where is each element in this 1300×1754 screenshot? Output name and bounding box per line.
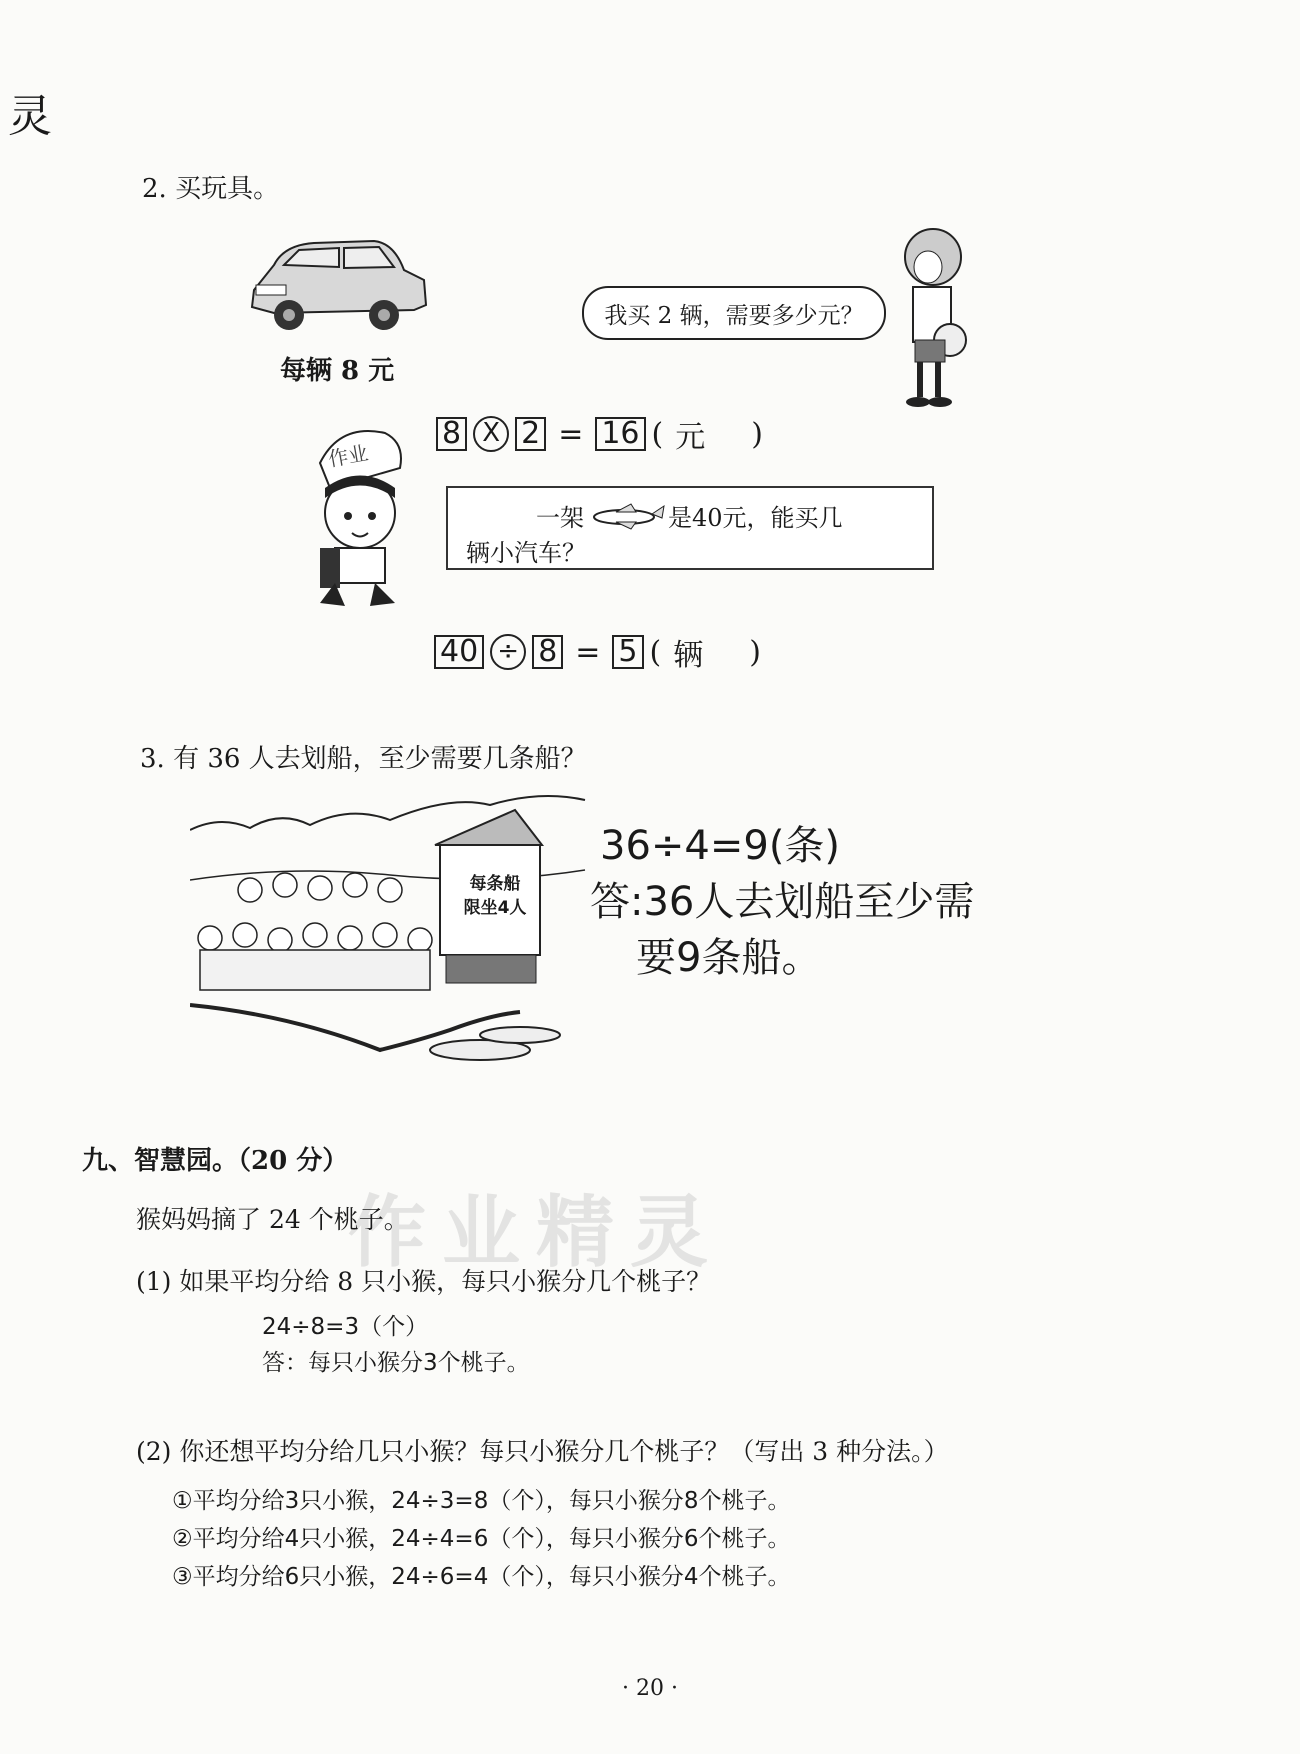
section-9-title: 九、智慧园。（20 分） (82, 1146, 349, 1176)
section-9-answer-1: ①平均分给3只小猴，24÷3=8（个），每只小猴分8个桃子。 (172, 1488, 791, 1514)
watermark: 作业精灵 (348, 1187, 725, 1278)
eq2-unit: 辆 (673, 638, 704, 673)
eq2-unit-open: ( (649, 634, 662, 670)
corner-mark: 灵 (8, 91, 52, 142)
section-9-intro: 猴妈妈摘了 24 个桃子。 (136, 1205, 409, 1234)
equation-1 (436, 412, 763, 456)
q3-answer-line3: 要9条船。 (636, 935, 822, 981)
eq2-result: 5 (612, 635, 643, 669)
girl-speech-line1: 一架 (536, 504, 584, 532)
airplane-icon (586, 502, 666, 530)
question-3-title: 3. 有 36 人去划船，至少需要几条船？ (140, 744, 587, 774)
car-price-caption: 每辆 8 元 (280, 356, 395, 386)
section-9-answer-2: ②平均分给4只小猴，24÷4=6（个），每只小猴分6个桃子。 (172, 1526, 791, 1552)
q3-answer-line1: 36÷4=9(条) (600, 823, 841, 869)
boat-sign-line1: 每条船 (469, 874, 521, 894)
toy-car-illustration (244, 235, 434, 340)
eq1-result: 16 (595, 417, 645, 451)
eq1-operator: X (473, 416, 509, 452)
question-2-title: 2. 买玩具。 (142, 174, 280, 204)
page-number: · 20 · (622, 1676, 678, 1701)
eq2-operand-b: 8 (532, 635, 563, 669)
section-9-question-2: (2) 你还想平均分给几只小猴？每只小猴分几个桃子？（写出 3 种分法。） (136, 1437, 949, 1466)
equation-2 (434, 630, 761, 674)
girl-cap-text: 作业 (326, 440, 371, 472)
eq2-unit-close: ) (749, 634, 761, 670)
eq2-operand-a: 40 (434, 635, 484, 669)
boy-speech-text: 我买 2 辆，需要多少元？ (604, 302, 864, 329)
q3-answer-line2: 答:36人去划船至少需 (590, 879, 975, 925)
girl-speech-line2: 辆小汽车？ (466, 539, 586, 567)
eq1-operand-a: 8 (436, 417, 467, 451)
boat-sign (460, 872, 530, 920)
q3-handwritten-answer (590, 818, 975, 986)
boy-speech-bubble (582, 286, 886, 340)
section-9-q1-answer: 答：每只小猴分3个桃子。 (262, 1350, 530, 1376)
section-9-q1-calc: 24÷8=3（个） (262, 1314, 429, 1340)
eq1-unit: 元 (675, 420, 706, 455)
boy-illustration (888, 222, 968, 410)
eq1-operand-b: 2 (515, 417, 546, 451)
eq1-equals: = (558, 416, 584, 452)
girl-speech-box (446, 486, 934, 570)
eq2-operator: ÷ (490, 634, 526, 670)
eq1-unit-close: ) (751, 416, 763, 452)
section-9-question-1: (1) 如果平均分给 8 只小猴，每只小猴分几个桃子？ (136, 1267, 712, 1296)
eq1-unit-open: ( (651, 416, 664, 452)
boat-sign-line2: 限坐4人 (463, 898, 527, 918)
eq2-equals: = (575, 634, 601, 670)
boating-scene-illustration (190, 790, 590, 1085)
girl-speech-line1b: 是40元，能买几 (668, 504, 843, 532)
section-9-answer-3: ③平均分给6只小猴，24÷6=4（个），每只小猴分4个桃子。 (172, 1564, 791, 1590)
